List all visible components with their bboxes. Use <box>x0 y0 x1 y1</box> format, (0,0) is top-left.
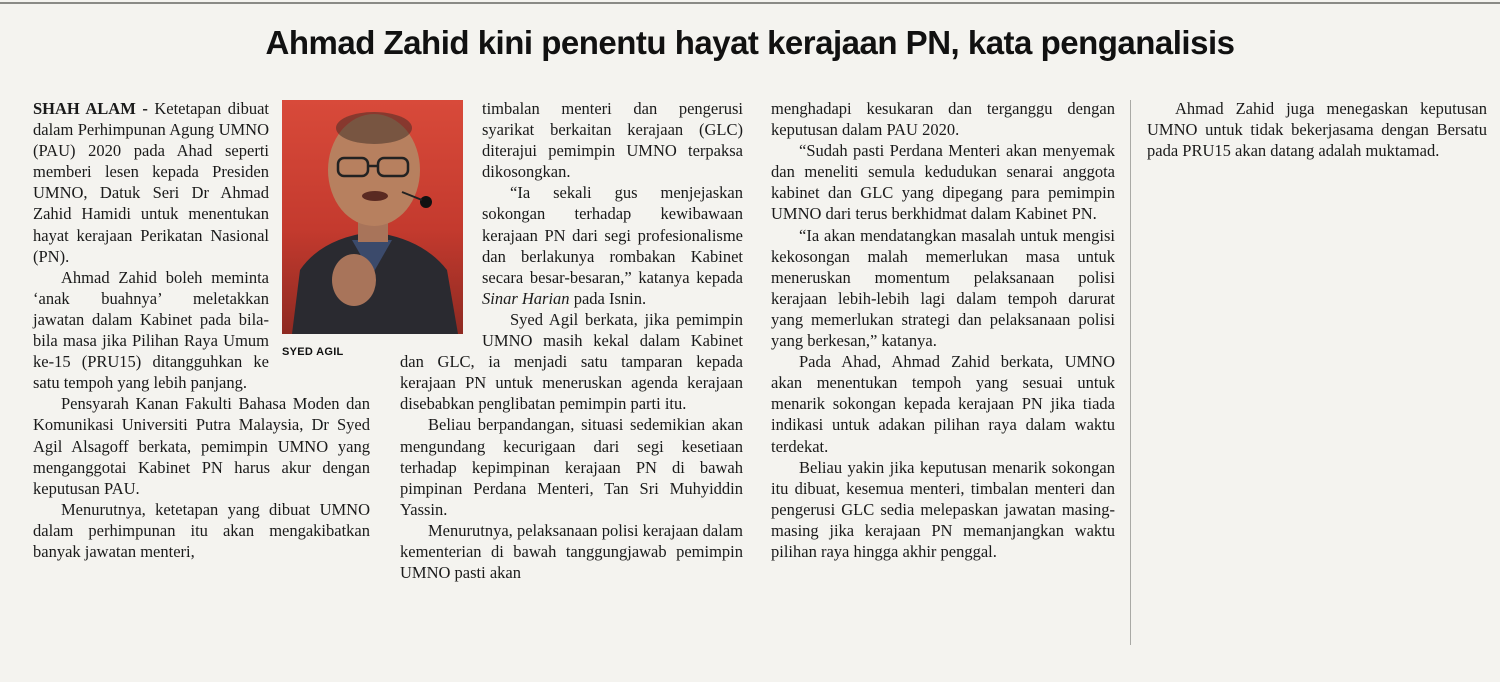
paragraph: Pensyarah Kanan Fakulti Bahasa Moden dan Komunikasi Universiti Putra Malaysia, Dr Syed Agil Alsagoff berkata, pemimpin UMNO yang menganggotai Kabinet PN harus akur dengan keputusan PAU. <box>33 394 370 498</box>
paragraph: “Ia akan mendatangkan masalah untuk mengisi kekosongan malah memerlukan masa untuk meneruskan momentum pelaksanaan polisi kerajaan lebih-lebih lagi dalam tempoh darurat yang memerlukan strategi dan pelaksanaan polisi yang berkesan,” katanya. <box>771 225 1115 351</box>
article-column-2 <box>400 98 743 583</box>
headline: Ahmad Zahid kini penentu hayat kerajaan PN, kata penganalisis <box>265 24 1235 61</box>
top-rule <box>0 2 1500 4</box>
paragraph: Beliau yakin jika keputusan menarik sokongan itu dibuat, kesemua menteri, timbalan menteri dan pengerusi GLC sedia melepaskan jawatan masing-masing jika kerajaan PN memanjangkan waktu pilihan raya hingga akhir penggal. <box>771 457 1115 561</box>
paragraph: Syed Agil berkata, jika pemimpin UMNO masih kekal dalam Kabinet dan GLC, ia menjadi satu tamparan kepada kerajaan PN untuk meneruskan agenda kerajaan disebabkan penglibatan pemimpin parti itu. <box>400 309 743 414</box>
paragraph: Ahmad Zahid juga menegaskan keputusan UMNO untuk tidak bekerjasama dengan Bersatu pada PRU15 akan datang adalah muktamad. <box>1147 99 1487 161</box>
paragraph: “Sudah pasti Perdana Menteri akan menyemak dan meneliti semula kedudukan senarai anggota kabinet dan GLC yang dipegang para pemimpin UMNO dari terus berkhidmat dalam Kabinet PN. <box>771 141 1115 224</box>
paragraph: Menurutnya, pelaksanaan polisi kerajaan dalam kementerian di bawah tanggungjawab pemimpin UMNO pasti akan <box>400 520 743 583</box>
paragraph: Pada Ahad, Ahmad Zahid berkata, UMNO akan menentukan tempoh yang sesuai untuk menarik sokongan kepada kerajaan PN jika tiada indikasi untuk adakan pilihan raya dalam waktu terdekat. <box>771 352 1115 456</box>
photo-caption: SYED AGIL <box>282 346 344 358</box>
article-column-1 <box>33 98 370 562</box>
paragraph: timbalan menteri dan pengerusi syarikat berkaitan kerajaan (GLC) diterajui pemimpin UMNO terpaksa dikosongkan. <box>482 99 743 182</box>
paragraph: Ahmad Zahid boleh meminta ‘anak buahnya’ meletakkan jawatan dalam Kabinet pada bila-bila masa jika Pilihan Raya Umum ke-15 (PRU15) ditangguhkan ke satu tempoh yang lebih panjang. <box>33 267 269 393</box>
paragraph: Menurutnya, ketetapan yang dibuat UMNO dalam perhimpunan itu akan mengakibatkan banyak jawatan menteri, <box>33 499 370 561</box>
paragraph: “Ia sekali gus menjejaskan sokongan terhadap kewibawaan kerajaan PN dari segi profesionalisme dan berlakunya rombakan Kabinet secara besar-besaran,” katanya kepada Sinar Harian pada Isnin. <box>482 183 743 308</box>
paragraph: menghadapi kesukaran dan terganggu dengan keputusan dalam PAU 2020. <box>771 99 1115 140</box>
article-column-3 <box>771 98 1115 562</box>
publication-name: Sinar Harian <box>482 288 570 308</box>
paragraph: Beliau berpandangan, situasi sedemikian akan mengundang kecurigaan dari segi kesetiaan terhadap kepimpinan kerajaan PN di bawah pimpinan Perdana Menteri, Tan Sri Muhyiddin Yassin. <box>400 415 743 519</box>
paragraph: SHAH ALAM - Ketetapan dibuat dalam Perhimpunan Agung UMNO (PAU) 2020 pada Ahad seperti memberi lesen kepada Presiden UMNO, Datuk Seri Dr Ahmad Zahid Hamidi untuk menentukan hayat kerajaan Perikatan Nasional (PN). <box>33 99 269 266</box>
column-rule <box>1130 100 1131 645</box>
dateline: SHAH ALAM - <box>33 99 148 118</box>
article-column-4 <box>1147 98 1487 161</box>
